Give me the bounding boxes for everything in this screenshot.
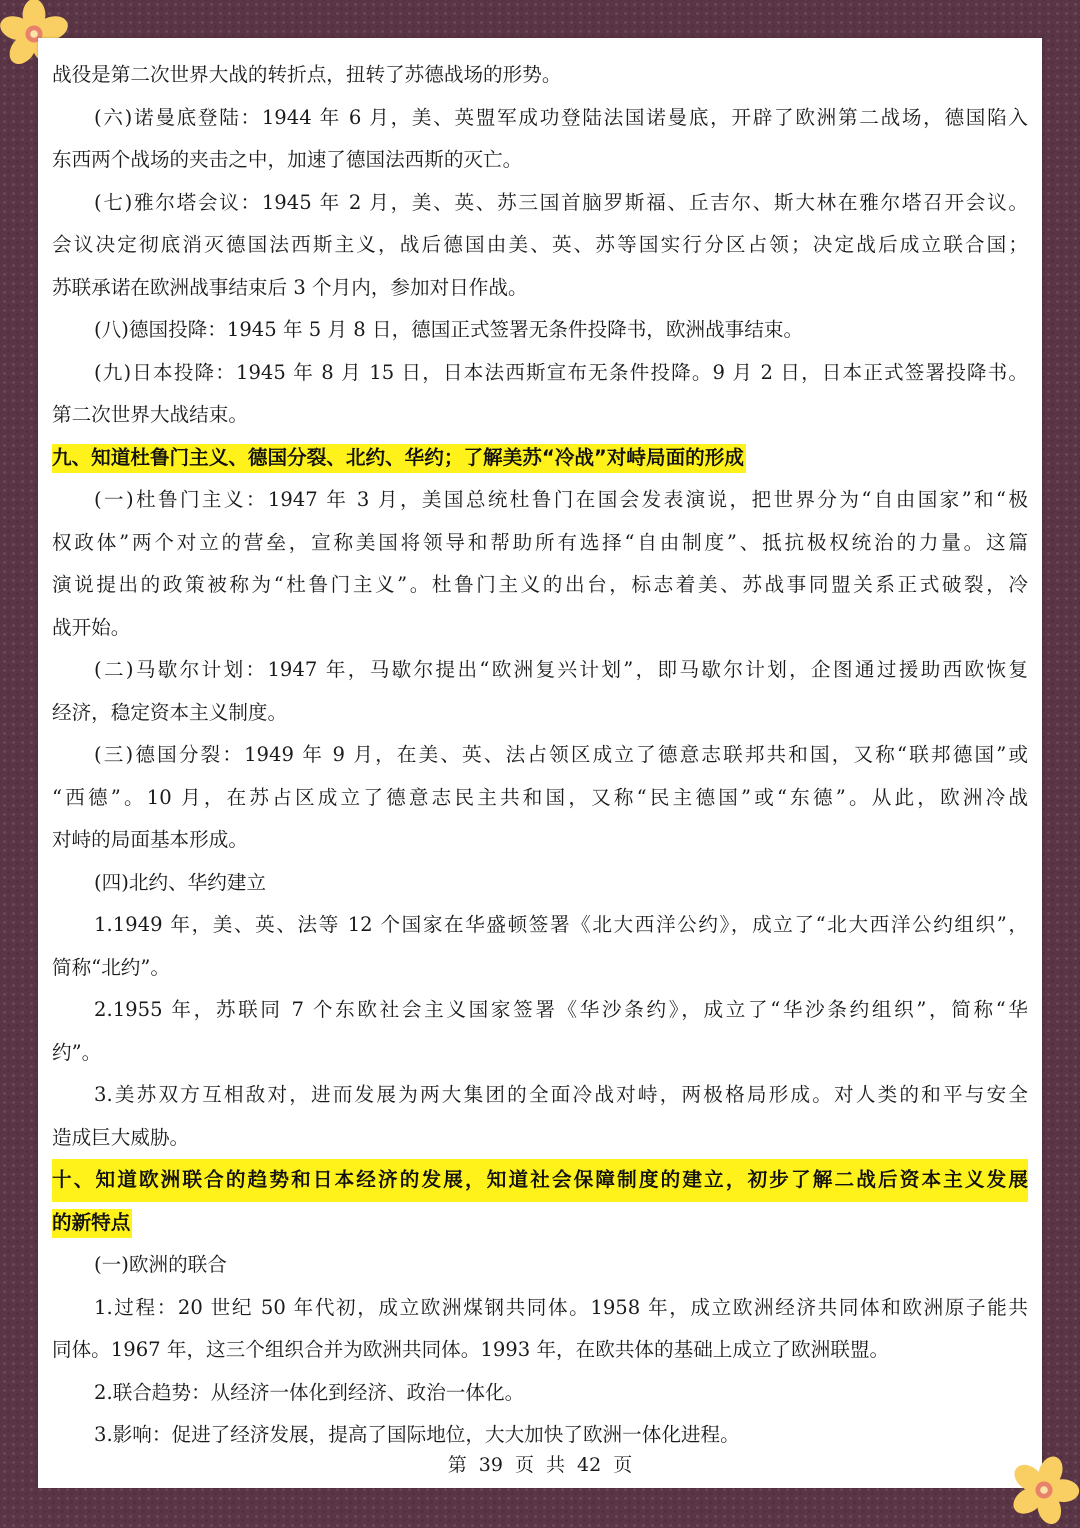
text-line: 简称“北约”。 [52,955,171,979]
document-body [52,54,1028,1457]
text-line: 第二次世界大战结束。 [52,403,248,426]
text-line: 经济，稳定资本主义制度。 [52,700,288,724]
text-line: 同体。1967 年，这三个组织合并为欧洲共同体。1993 年，在欧共体的基础上成立了欧洲联盟。 [52,1338,890,1361]
text-line: 权政体”两个对立的营垒，宣称美国将领导和帮助所有选择“自由制度”、抵抗极权统治的力量。这篇 [52,530,1028,554]
text-line: 1.1949 年，美、英、法等 12 个国家在华盛顿签署《北大西洋公约》，成立了“北大西洋公约组织”， [94,913,1028,936]
document-page [38,38,1042,1488]
text-line: 战开始。 [52,615,131,639]
flower-decoration-icon [1006,1452,1080,1528]
highlighted-heading-text: 九、知道杜鲁门主义、德国分裂、北约、华约；了解美苏“冷战”对峙局面的形成 [52,444,746,473]
page-number-footer: 第 39 页 共 42 页 [447,1454,633,1476]
text-line: (一)欧洲的联合 [94,1253,227,1276]
text-line: (六)诺曼底登陆：1944 年 6 月，美、英盟军成功登陆法国诺曼底，开辟了欧洲第二战场，德国陷入 [94,105,1028,129]
section-heading-continued [52,1202,1028,1245]
highlighted-heading-text: 的新特点 [52,1209,132,1238]
text-line: 苏联承诺在欧洲战事结束后 3 个月内，参加对日作战。 [52,275,528,299]
text-line: 2.1955 年，苏联同 7 个东欧社会主义国家签署《华沙条约》，成立了“华沙条约组织”，简称“华 [94,998,1028,1021]
text-line: 3.影响：促进了经济发展，提高了国际地位，大大加快了欧洲一体化进程。 [94,1423,740,1446]
text-line: 东西两个战场的夹击之中，加速了德国法西斯的灭亡。 [52,148,523,171]
text-line: 3.美苏双方互相敌对，进而发展为两大集团的全面冷战对峙，两极格局形成。对人类的和平与安全 [94,1083,1028,1106]
text-line: “西德”。10 月，在苏占区成立了德意志民主共和国，又称“民主德国”或“东德”。从此，欧洲冷战 [52,785,1028,809]
text-line: (八)德国投降：1945 年 5 月 8 日，德国正式签署无条件投降书，欧洲战事结束。 [94,318,804,341]
section-heading: 十、知道欧洲联合的趋势和日本经济的发展，知道社会保障制度的建立，初步了解二战后资本主义发展 [52,1159,1028,1202]
text-line: (七)雅尔塔会议：1945 年 2 月，美、英、苏三国首脑罗斯福、丘吉尔、斯大林在雅尔塔召开会议。 [94,190,1028,214]
text-line: 2.联合趋势：从经济一体化到经济、政治一体化。 [94,1380,525,1404]
text-line: (二)马歇尔计划：1947 年，马歇尔提出“欧洲复兴计划”，即马歇尔计划，企图通过援助西欧恢复 [94,658,1028,681]
text-line: (一)杜鲁门主义：1947 年 3 月，美国总统杜鲁门在国会发表演说，把世界分为“自由国家”和“极 [94,488,1028,511]
text-line: (九)日本投降：1945 年 8 月 15 日，日本法西斯宣布无条件投降。9 月 2 日，日本正式签署投降书。 [94,360,1028,384]
text-line: 1.过程：20 世纪 50 年代初，成立欧洲煤钢共同体。1958 年，成立欧洲经济共同体和欧洲原子能共 [94,1295,1028,1319]
section-heading [52,437,1028,480]
text-line: 约”。 [52,1040,102,1064]
text-line: 造成巨大威胁。 [52,1125,190,1149]
text-line: 对峙的局面基本形成。 [52,828,248,851]
text-line: (四)北约、华约建立 [94,870,267,894]
text-line: 战役是第二次世界大战的转折点，扭转了苏德战场的形势。 [52,63,562,86]
text-line: 演说提出的政策被称为“杜鲁门主义”。杜鲁门主义的出台，标志着美、苏战事同盟关系正式破裂，冷 [52,573,1028,596]
text-line: (三)德国分裂：1949 年 9 月，在美、英、法占领区成立了德意志联邦共和国，又称“联邦德国”或 [94,743,1028,766]
text-line: 会议决定彻底消灭德国法西斯主义，战后德国由美、英、苏等国实行分区占领；决定战后成立联合国； [52,233,1028,256]
